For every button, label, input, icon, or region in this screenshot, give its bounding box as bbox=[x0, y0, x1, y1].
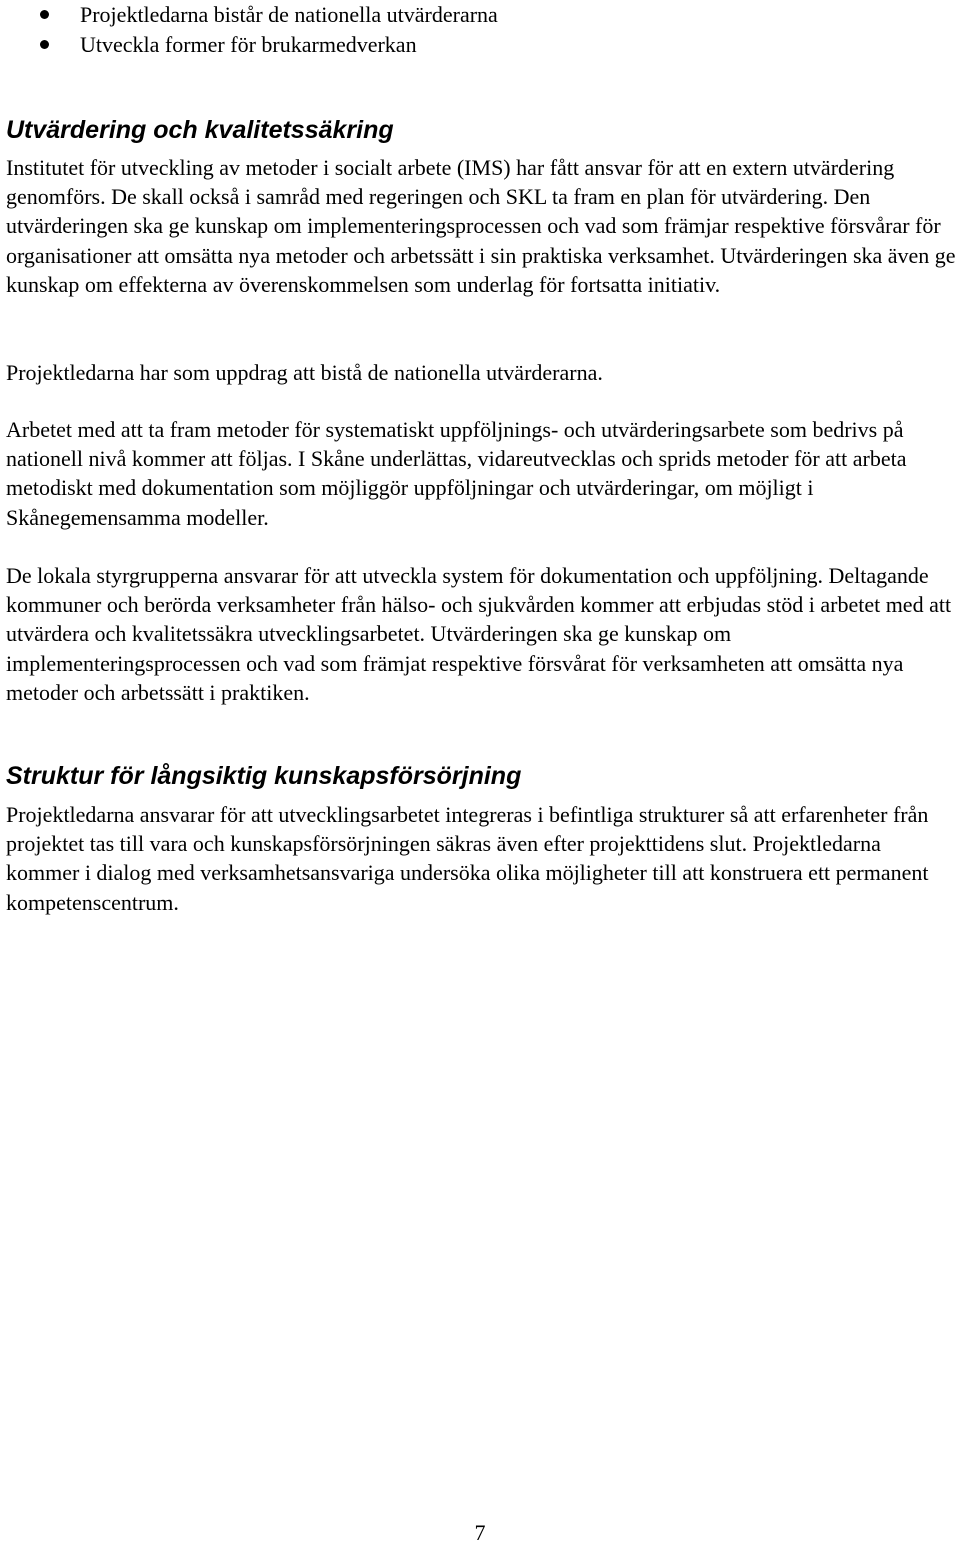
paragraph-evaluation-intro: Institutet för utveckling av metoder i socialt arbete (IMS) har fått ansvar för att en extern utvärdering genomförs. De skall också i samråd med regeringen och SKL ta fram en plan för utvärdering. Den utvärderingen ska ge kunskap om implementeringsprocessen och vad som främjar respektive försvårar för organisationer att omsätta nya metoder och arbetssätt i sin praktiska verksamhet. Utvärderingen ska även ge kunskap om effekterna av överenskommelsen som underlag för fortsatta initiativ. bbox=[6, 155, 956, 297]
bullet-list bbox=[0, 0, 960, 60]
paragraph-methods-followup: Arbetet med att ta fram metoder för systematiskt uppföljnings- och utvärderingsarbete som bedrivs på nationell nivå kommer att följas. I Skåne underlättas, vidareutvecklas och sprids metoder för att arbeta metodiskt med dokumentation som möjliggör uppföljningar och utvärderingar, om möjligt i Skånegemensamma modeller. bbox=[6, 417, 907, 530]
bullet-icon bbox=[40, 40, 49, 49]
page-number: 7 bbox=[474, 1520, 486, 1545]
bullet-text: Utveckla former för brukarmedverkan bbox=[80, 32, 417, 57]
section-heading-knowledge-structure: Struktur för långsiktig kunskapsförsörjning bbox=[6, 762, 522, 790]
paragraph-local-steering-groups: De lokala styrgrupperna ansvarar för att utveckla system för dokumentation och uppföljning. Deltagande kommuner och berörda verksamheter från hälso- och sjukvården kommer att erbjudas stöd i arbetet med att utvärdera och kvalitetssäkra utvecklingsarbetet. Utvärderingen ska ge kunskap om implementeringsprocessen och vad som främjat respektive försvårat för verksamheten att omsätta nya metoder och arbetssätt i praktiken. bbox=[6, 563, 952, 705]
bullet-icon bbox=[40, 10, 49, 19]
section-heading-evaluation: Utvärdering och kvalitetssäkring bbox=[6, 116, 394, 144]
bullet-item bbox=[0, 30, 960, 60]
paragraph-project-leaders-role: Projektledarna har som uppdrag att bistå de nationella utvärderarna. bbox=[6, 360, 603, 385]
bullet-text: Projektledarna bistår de nationella utvärderarna bbox=[80, 2, 498, 27]
bullet-item bbox=[0, 0, 960, 30]
paragraph-knowledge-structure: Projektledarna ansvarar för att utvecklingsarbetet integreras i befintliga strukturer så att erfarenheter från projektet tas till vara och kunskapsförsörjningen säkras även efter projekttidens slut. Projektledarna kommer i dialog med verksamhetsansvariga undersöka olika möjligheter till att konstruera ett permanent kompetenscentrum. bbox=[6, 802, 929, 915]
